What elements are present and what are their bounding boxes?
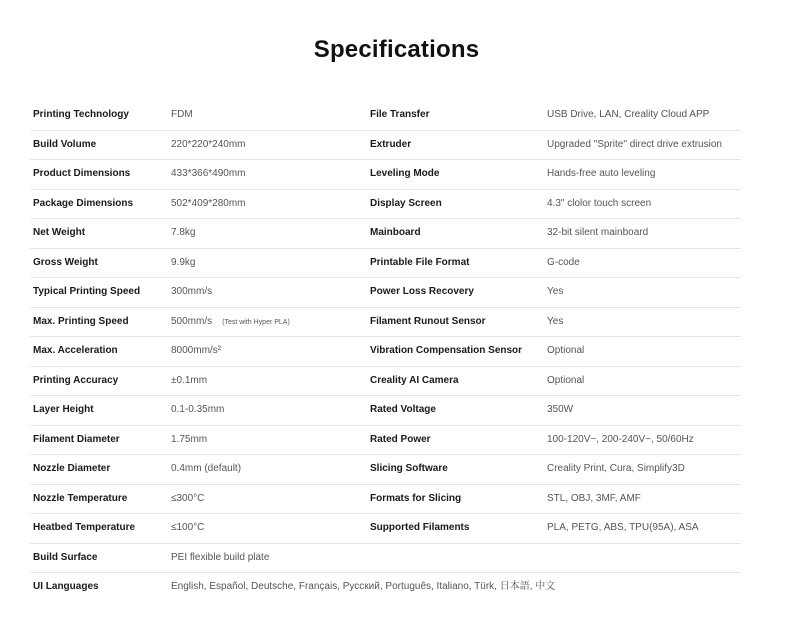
spec-value: Yes [547, 286, 564, 297]
table-row [30, 278, 741, 308]
spec-label: Formats for Slicing [370, 492, 462, 504]
page-title: Specifications [313, 36, 480, 63]
spec-label: Creality AI Camera [370, 374, 459, 386]
table-row [30, 131, 741, 161]
table-row [30, 485, 741, 515]
spec-label: Extruder [370, 138, 412, 150]
spec-label: Printing Accuracy [33, 374, 119, 386]
spec-value: 9.9kg [171, 256, 196, 268]
table-row [30, 101, 741, 131]
spec-value: G-code [547, 256, 580, 268]
spec-value: 500mm/s [171, 315, 213, 327]
spec-value: FDM [171, 109, 193, 120]
spec-value: 7.8kg [171, 227, 196, 238]
spec-label: Nozzle Temperature [33, 492, 128, 504]
spec-label: Filament Diameter [33, 433, 120, 445]
spec-label: Rated Power [370, 433, 431, 445]
spec-label: Supported Filaments [370, 522, 470, 533]
spec-value-with-note [171, 308, 290, 338]
table-row [30, 160, 741, 190]
spec-label: Vibration Compensation Sensor [370, 345, 523, 356]
table-row [30, 190, 741, 220]
spec-label: Printable File Format [370, 256, 470, 268]
spec-value: Yes [547, 315, 564, 327]
table-row [30, 426, 741, 456]
spec-label: Max. Printing Speed [33, 315, 129, 327]
spec-label: Mainboard [370, 227, 421, 238]
spec-value: 502*409*280mm [171, 197, 246, 209]
spec-value: 1.75mm [171, 433, 208, 445]
spec-value: PLA, PETG, ABS, TPU(95A), ASA [547, 522, 699, 533]
specifications-table [30, 101, 741, 602]
spec-label: Net Weight [33, 227, 86, 238]
spec-value: ≤300°C [171, 492, 205, 504]
spec-value: PEI flexible build plate [171, 551, 270, 563]
spec-label: Power Loss Recovery [370, 286, 474, 297]
spec-label: Display Screen [370, 197, 442, 209]
spec-value: STL, OBJ, 3MF, AMF [547, 492, 641, 504]
spec-value: 300mm/s [171, 286, 213, 297]
table-row [30, 544, 741, 574]
spec-note: (Test with Hyper PLA) [222, 318, 290, 326]
spec-label: Heatbed Temperature [33, 522, 136, 533]
spec-label: Build Surface [33, 551, 98, 563]
table-row [30, 514, 741, 544]
spec-label: Max. Acceleration [33, 345, 118, 356]
table-row [30, 337, 741, 367]
spec-value: Optional [547, 345, 585, 356]
spec-label: Leveling Mode [370, 168, 440, 179]
spec-label: Slicing Software [370, 463, 448, 474]
spec-value: Upgraded "Sprite" direct drive extrusion [547, 138, 722, 150]
spec-label: Layer Height [33, 404, 94, 415]
spec-label: Nozzle Diameter [33, 463, 111, 474]
spec-value: 32-bit silent mainboard [547, 227, 649, 238]
spec-label: File Transfer [370, 109, 430, 120]
spec-value: USB Drive, LAN, Creality Cloud APP [547, 109, 710, 120]
spec-value: 0.4mm (default) [171, 463, 242, 474]
table-row [30, 455, 741, 485]
spec-value: Hands-free auto leveling [547, 168, 656, 179]
spec-label: UI Languages [33, 581, 99, 592]
spec-value: 100-120V~, 200-240V~, 50/60Hz [547, 433, 694, 445]
table-row [30, 573, 741, 602]
table-row [30, 219, 741, 249]
spec-value: ≤100°C [171, 522, 205, 533]
spec-value: 8000mm/s² [171, 345, 222, 356]
spec-value: 220*220*240mm [171, 138, 246, 150]
spec-value: 0.1-0.35mm [171, 404, 225, 415]
spec-label: Gross Weight [33, 256, 98, 268]
spec-value: ±0.1mm [171, 374, 208, 386]
spec-value: 4.3" clolor touch screen [547, 197, 652, 209]
spec-label: Package Dimensions [33, 197, 134, 209]
spec-value: Creality Print, Cura, Simplify3D [547, 463, 685, 474]
spec-value: 433*366*490mm [171, 168, 246, 179]
spec-value: English, Español, Deutsche, Français, Русский, Português, Italiano, Türk, 日本語, 中文 [171, 581, 556, 592]
spec-label: Typical Printing Speed [33, 286, 141, 297]
table-row [30, 396, 741, 426]
spec-value: Optional [547, 374, 585, 386]
spec-label: Filament Runout Sensor [370, 315, 486, 327]
spec-label: Product Dimensions [33, 168, 131, 179]
table-row [30, 249, 741, 279]
table-row [30, 367, 741, 397]
spec-label: Build Volume [33, 138, 97, 150]
spec-label: Printing Technology [33, 109, 129, 120]
table-row [30, 308, 741, 338]
spec-label: Rated Voltage [370, 404, 436, 415]
spec-value: 350W [547, 404, 574, 415]
